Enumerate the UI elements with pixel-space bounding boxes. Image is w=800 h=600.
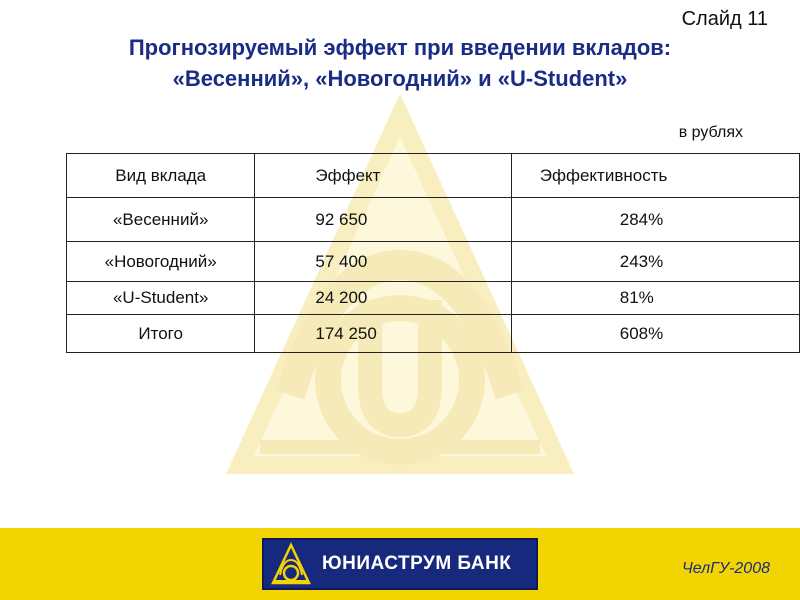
slide-title-line-2: «Весенний», «Новогодний» и «U-Student» bbox=[172, 66, 628, 91]
bank-emblem-logo-icon bbox=[269, 542, 313, 586]
bank-logo bbox=[262, 538, 538, 590]
slide-title-line-1: Прогнозируемый эффект при введении вкладов: bbox=[128, 35, 672, 60]
slide-title bbox=[30, 32, 770, 94]
slide-number: Слайд 11 bbox=[681, 8, 768, 30]
table-cell-deposit: Итого bbox=[67, 315, 255, 353]
table-cell-efficiency: 608% bbox=[511, 315, 799, 353]
header-cell-efficiency: Эффективность bbox=[511, 154, 799, 198]
table-cell-effect: 57 400 bbox=[255, 242, 511, 282]
author-credit: ЧелГУ-2008 bbox=[681, 560, 770, 577]
table-row bbox=[67, 242, 800, 282]
table-header-row bbox=[67, 154, 800, 198]
table-cell-effect: 24 200 bbox=[255, 282, 511, 315]
table-row bbox=[67, 198, 800, 242]
header-cell-effect: Эффект bbox=[255, 154, 511, 198]
table-cell-deposit: «Новогодний» bbox=[67, 242, 255, 282]
table-cell-deposit: «Весенний» bbox=[67, 198, 255, 242]
table-cell-efficiency: 284% bbox=[511, 198, 799, 242]
table-cell-efficiency: 243% bbox=[511, 242, 799, 282]
header-cell-deposit-type: Вид вклада bbox=[67, 154, 255, 198]
table-cell-efficiency: 81% bbox=[511, 282, 799, 315]
effect-table bbox=[66, 153, 800, 353]
table-row-total bbox=[67, 315, 800, 353]
table-row bbox=[67, 282, 800, 315]
bank-name: ЮНИАСТРУМ БАНК bbox=[322, 553, 512, 574]
table-cell-effect: 174 250 bbox=[255, 315, 511, 353]
table-cell-effect: 92 650 bbox=[255, 198, 511, 242]
units-label: в рублях bbox=[678, 124, 743, 141]
table-cell-deposit: «U-Student» bbox=[67, 282, 255, 315]
